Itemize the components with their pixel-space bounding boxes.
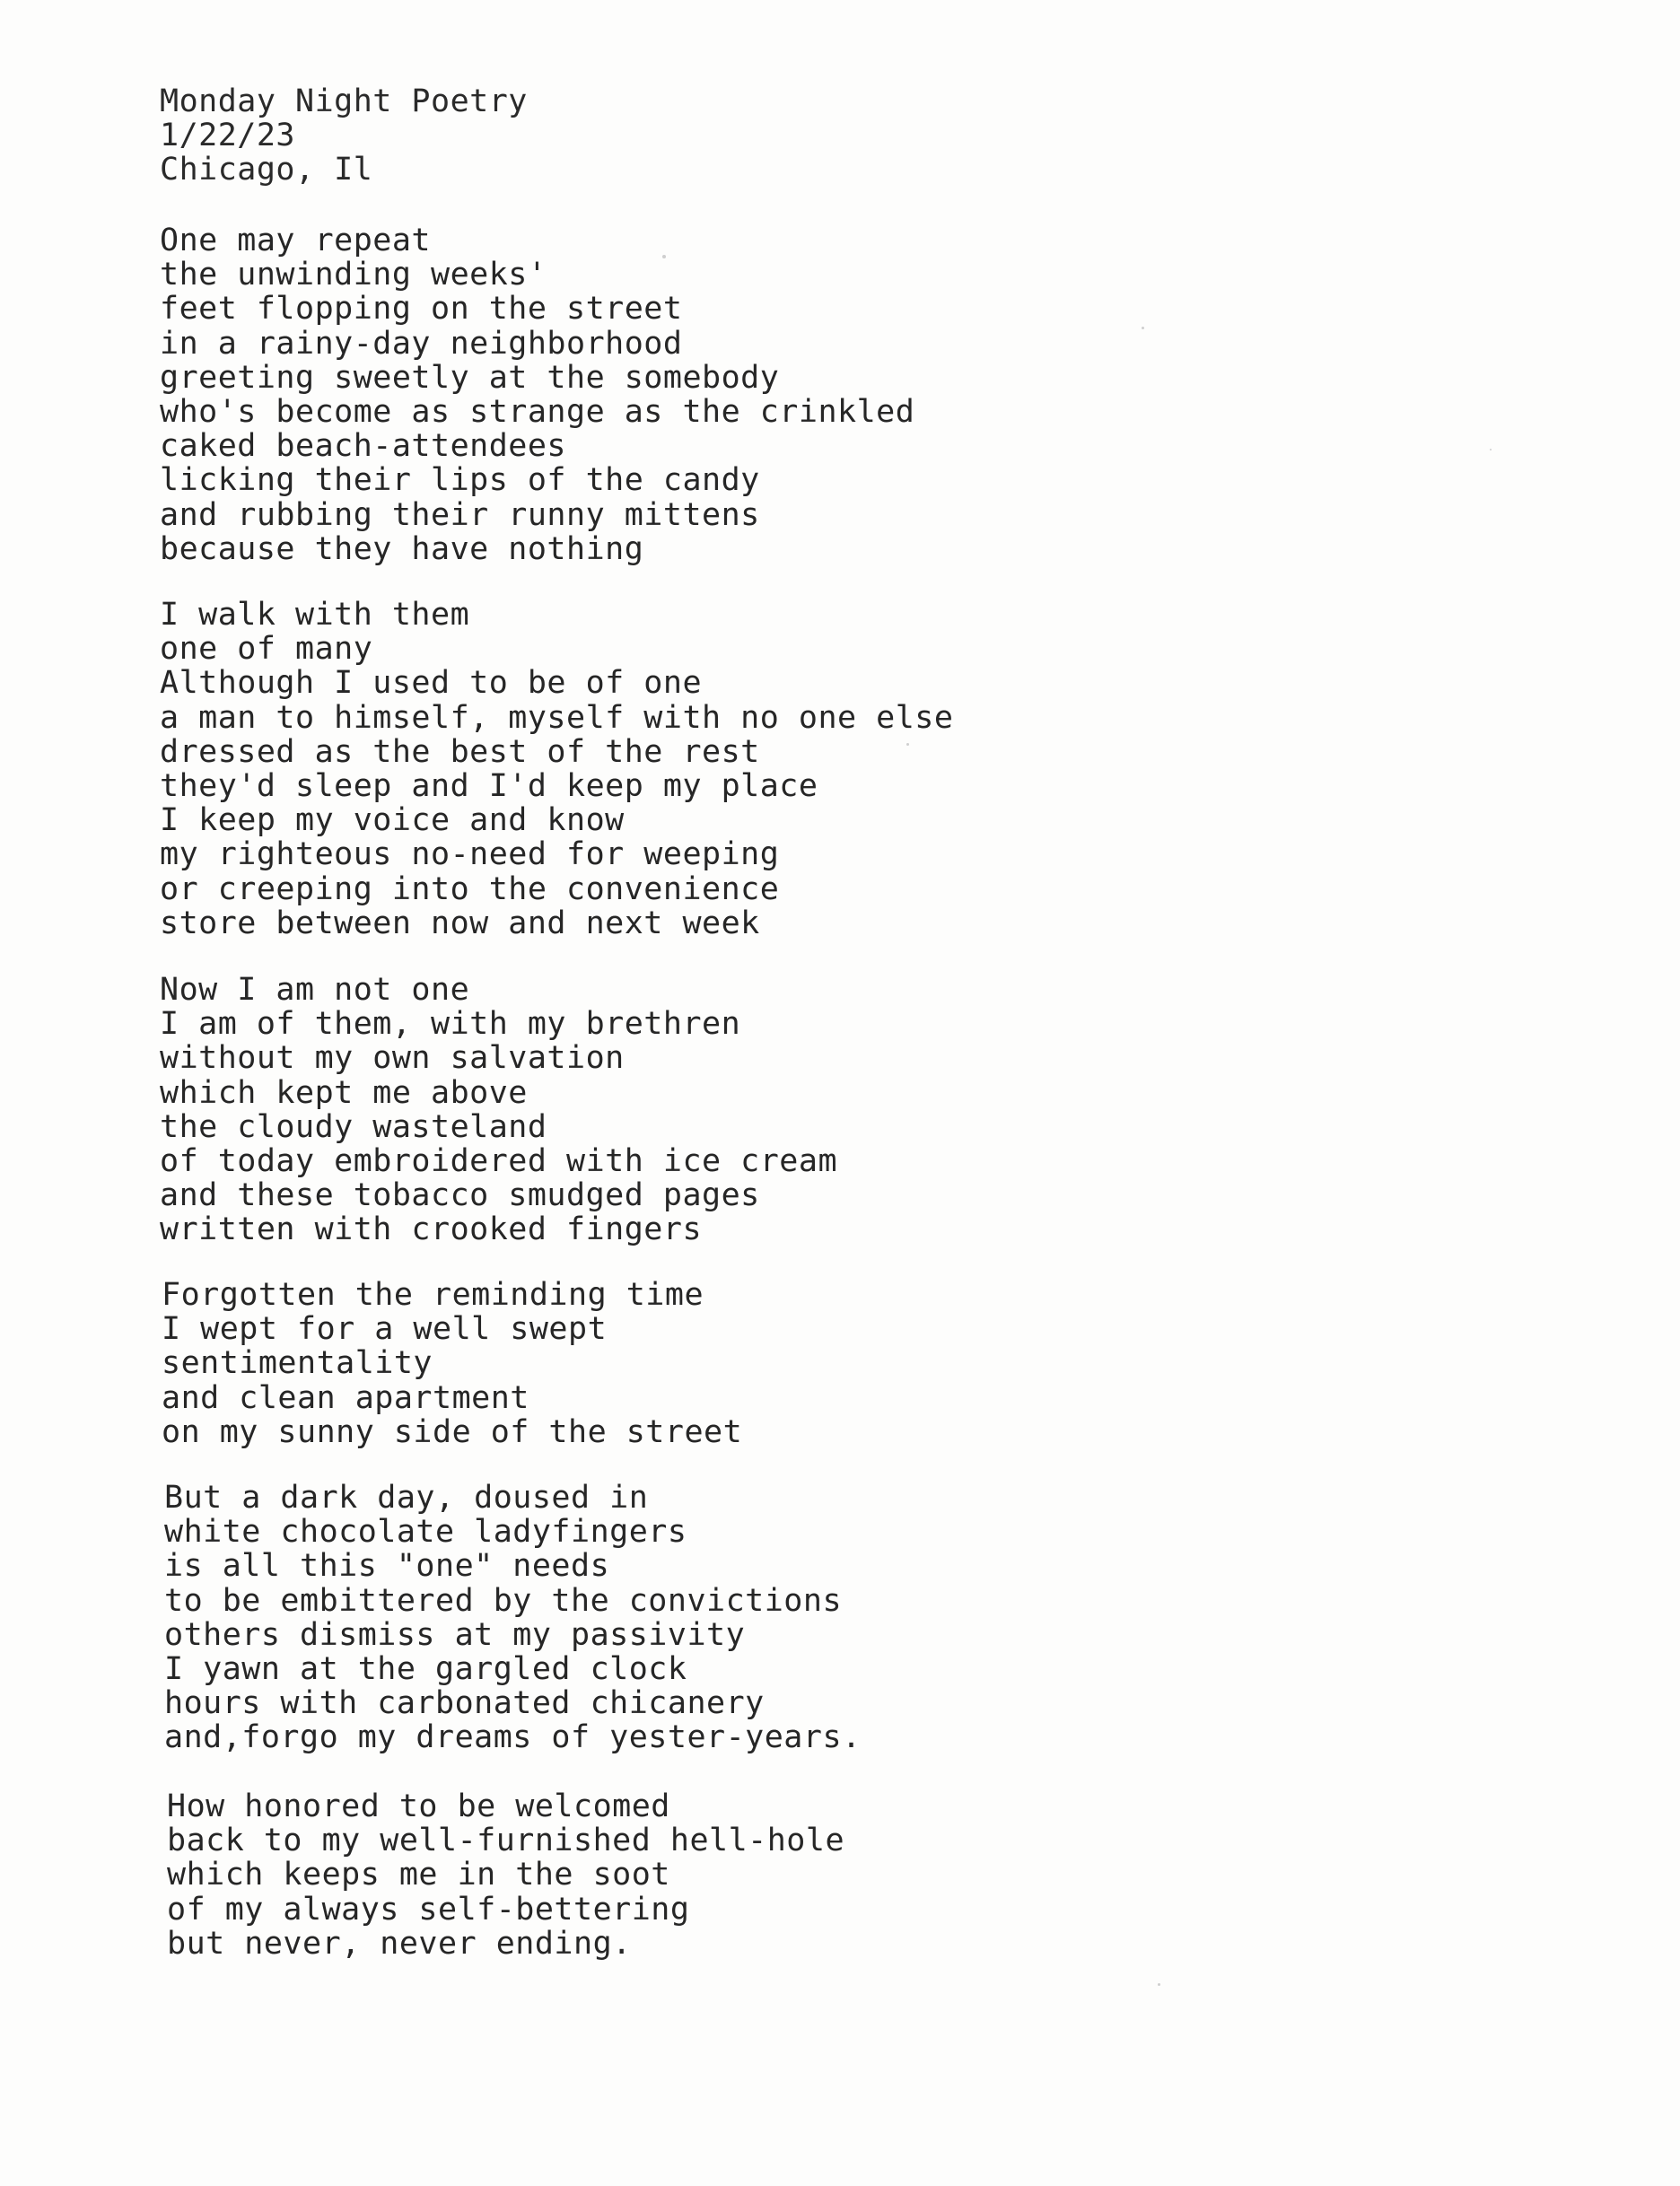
paper-speck — [662, 255, 666, 258]
poem-line: others dismiss at my passivity — [164, 1616, 746, 1653]
stanza-2 — [160, 598, 953, 940]
stanza-6 — [167, 1789, 844, 1961]
poem-line: and,forgo my dreams of yester-years. — [164, 1719, 862, 1756]
poem-line: I walk with them — [160, 597, 470, 633]
poem-line: Although I used to be of one — [160, 665, 703, 702]
poem-line: feet flopping on the street — [160, 291, 683, 328]
stanza-3 — [160, 973, 837, 1247]
poem-line: store between now and next week — [160, 905, 760, 941]
poem-line: is all this "one" needs — [164, 1548, 610, 1585]
poem-line: One may repeat — [160, 223, 432, 258]
poem-line: of today embroidered with ice cream — [160, 1143, 838, 1180]
poem-line: without my own salvation — [160, 1040, 625, 1077]
poem-line: greeting sweetly at the somebody — [160, 359, 780, 396]
poem-line: Now I am not one — [160, 972, 470, 1008]
poem-line: dressed as the best of the rest — [160, 733, 760, 770]
poem-location: Chicago, Il — [160, 152, 373, 188]
poem-line: written with crooked fingers — [160, 1211, 703, 1248]
poem-line: white chocolate ladyfingers — [164, 1514, 687, 1551]
poem-line: one of many — [160, 631, 373, 668]
paper-speck — [1142, 327, 1144, 329]
poem-line: Forgotten the reminding time — [162, 1277, 704, 1313]
poem-line: or creeping into the convenience — [160, 870, 780, 907]
poem-line: I keep my voice and know — [160, 802, 625, 839]
poem-line: caked beach-attendees — [160, 428, 567, 465]
poem-line: the unwinding weeks' — [160, 257, 547, 293]
poem-line: licking their lips of the candy — [160, 462, 760, 499]
paper-speck — [1490, 449, 1492, 450]
poem-line: But a dark day, doused in — [164, 1480, 649, 1516]
poem-date: 1/22/23 — [160, 118, 296, 153]
poem-line: on my sunny side of the street — [162, 1413, 743, 1450]
paper-speck — [906, 743, 909, 746]
poem-line: which kept me above — [160, 1074, 528, 1111]
poem-line: my righteous no-need for weeping — [160, 836, 780, 873]
poem-line: I am of them, with my brethren — [160, 1006, 741, 1043]
poem-line: which keeps me in the soot — [167, 1857, 670, 1893]
poem-line: and clean apartment — [162, 1379, 529, 1416]
poem-line: hours with carbonated chicanery — [164, 1685, 765, 1722]
poem-line: back to my well-furnished hell-hole — [167, 1823, 845, 1859]
poem-line: in a rainy-day neighborhood — [160, 325, 683, 362]
poem-line: a man to himself, myself with no one else — [160, 699, 954, 736]
poem-line: and rubbing their runny mittens — [160, 496, 760, 533]
stanza-5 — [164, 1481, 862, 1755]
poem-line: I wept for a well swept — [162, 1311, 608, 1348]
poem-line: who's become as strange as the crinkled — [160, 394, 915, 431]
poem-line: and these tobacco smudged pages — [160, 1177, 760, 1214]
poem-line: the cloudy wasteland — [160, 1108, 547, 1145]
poem-line: they'd sleep and I'd keep my place — [160, 768, 818, 805]
poem-line: sentimentality — [162, 1345, 433, 1382]
poem-line: because they have nothing — [160, 530, 644, 567]
poem-line: but never, never ending. — [167, 1925, 632, 1962]
poem-line: to be embittered by the convictions — [164, 1582, 843, 1619]
poem-line: of my always self-bettering — [167, 1891, 690, 1928]
poem-line: How honored to be welcomed — [167, 1788, 670, 1824]
poem-line: I yawn at the gargled clock — [164, 1651, 687, 1688]
poem-title: Monday Night Poetry — [160, 83, 528, 119]
stanza-1 — [160, 223, 914, 566]
poem-header — [160, 84, 528, 187]
paper-speck — [1158, 1983, 1160, 1986]
stanza-4 — [162, 1278, 742, 1449]
